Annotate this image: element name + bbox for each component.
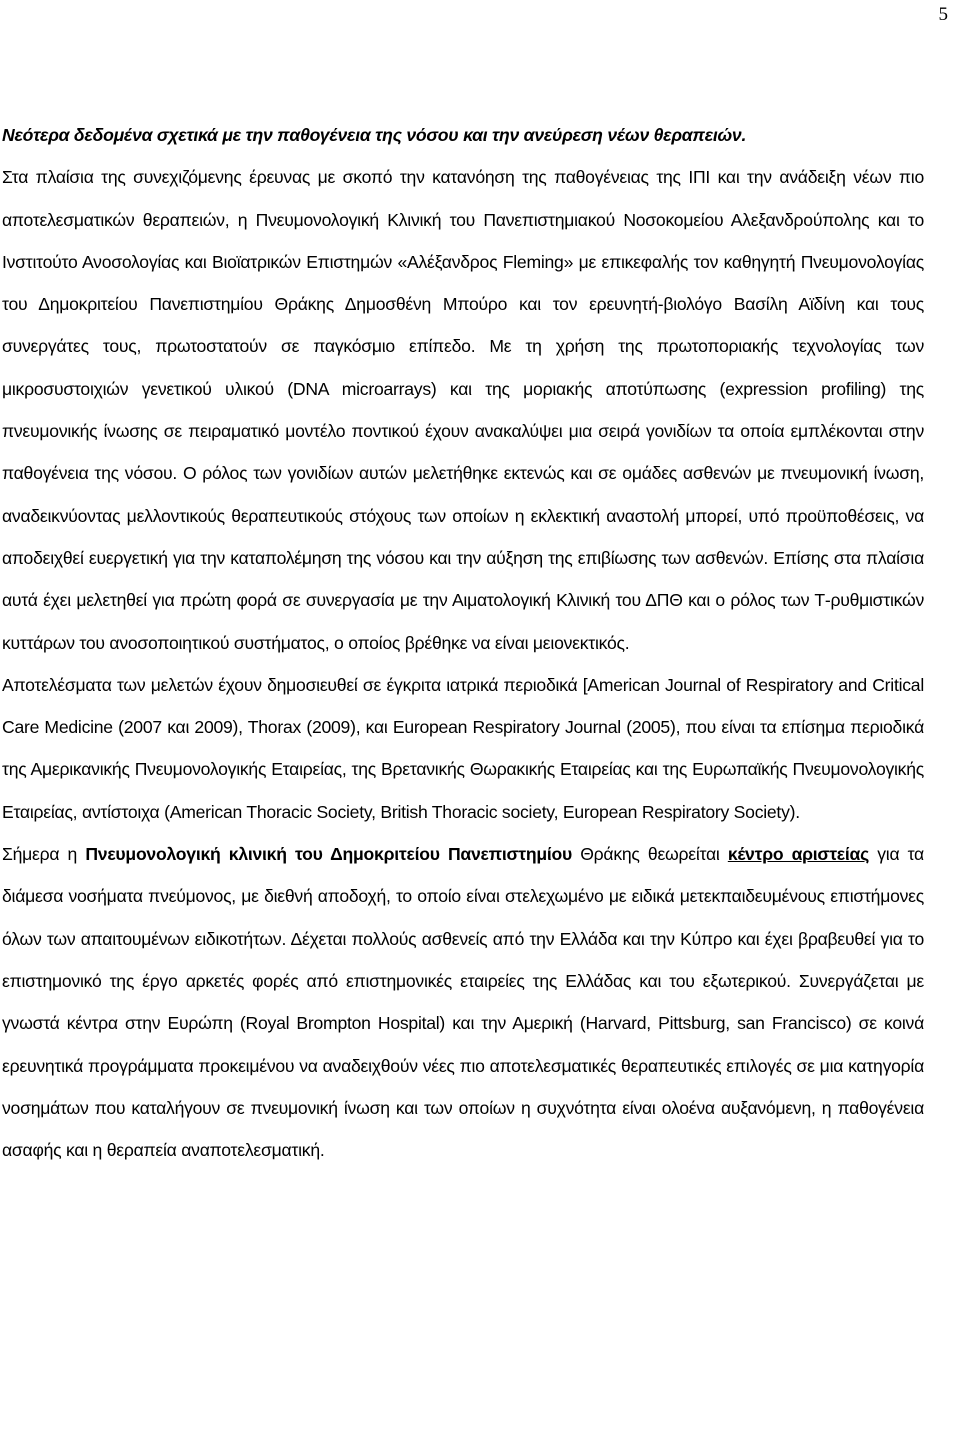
page-number: 5 [938,4,948,25]
section-heading: Νεότερα δεδομένα σχετικά με την παθογένεια της νόσου και την ανεύρεση νέων θεραπειών. [2,125,747,145]
paragraph-rest-text: για τα διάμεσα νοσήματα πνεύμονος, με διεθνή αποδοχή, το οποίο είναι στελεχωμένο με ειδικά μετεκπαιδευμένους επιστήμονες όλων των απαιτουμένων ειδικοτήτων. Δέχεται πολλούς ασθενείς από την Ελλάδα και την Κύπρο και έχει βραβευθεί για το επιστημονικό της έργο αρκετές φορές από επιστημονικές εταιρείες της Ελλάδας και του εξωτερικού. Συνεργάζεται με γνωστά κέντρα στην Ευρώπη (Royal Brompton Hospital) και την Αμερική (Harvard, Pittsburg, san Francisco) σε κοινά ερευνητικά προγράμματα προκειμένου να αναδειχθούν νέες πιο αποτελεσματικές θεραπευτικές επιλογές σε μια κατηγορία νοσημάτων που καταλήγουν σε πνευμονική ίνωση και των οποίων η συχνότητα είναι ολοένα αυξανόμενη, η παθογένεια ασαφής και η θεραπεία αναποτελεσματική. [2,844,924,1161]
clinic-name: Πνευμονολογική κλινική του Δημοκριτείου Πανεπιστημίου [85,844,572,865]
paragraph-publications: Αποτελέσματα των μελετών έχουν δημοσιευθεί σε έγκριτα ιατρικά περιοδικά [American Journal of Respiratory and Critical Care Medicine (2007 και 2009), Thorax (2009), και European Respiratory Journal (2005), που είναι τα επίσημα περιοδικά της Αμερικανικής Πνευμονολογικής Εταιρείας, της Βρετανικής Θωρακικής Εταιρείας και της Ευρωπαϊκής Πνευμονολογικής Εταιρείας, αντίστοιχα (American Thoracic Society, British Thoracic society, European Respiratory Society). [2,674,924,822]
paragraph-center-of-excellence [2,833,924,1171]
excellence-label: κέντρο αριστείας [727,844,869,865]
document-body [2,114,924,1171]
paragraph-mid-text: Θράκης θεωρείται [572,844,728,865]
paragraph-research: Στα πλαίσια της συνεχιζόμενης έρευνας με σκοπό την κατανόηση της παθογένειας της ΙΠΙ και την ανάδειξη νέων πιο αποτελεσματικών θεραπειών, η Πνευμονολογική Κλινική του Πανεπιστημιακού Νοσοκομείου Αλεξανδρούπολης και το Ινστιτούτο Ανοσολογίας και Βιοϊατρικών Επιστημών «Αλέξανδρος Fleming» με επικεφαλής τον καθηγητή Πνευμονολογίας του Δημοκριτείου Πανεπιστημίου Θράκης Δημοσθένη Μπούρο και τον ερευνητή-βιολόγο Βασίλη Αϊδίνη και τους συνεργάτες τους, πρωτοστατούν σε παγκόσμιο επίπεδο. Με τη χρήση της πρωτοποριακής τεχνολογίας των μικροσυστοιχιών γενετικού υλικού (DNA microarrays) και της μοριακής αποτύπωσης (expression profiling) της πνευμονικής ίνωσης σε πειραματικό μοντέλο ποντικού έχουν ανακαλύψει μια σειρά γονιδίων τα οποία εμπλέκονται στην παθογένεια της νόσου. Ο ρόλος των γονιδίων αυτών μελετήθηκε εκτενώς και σε ομάδες ασθενών με πνευμονική ίνωση, αναδεικνύοντας μελλοντικούς θεραπευτικούς στόχους των οποίων η εκλεκτική αναστολή μπορεί, υπό προϋποθέσεις, να αποδειχθεί ευεργετική για την καταπολέμηση της νόσου και την αύξηση της επιβίωσης των ασθενών. Επίσης στα πλαίσια αυτά έχει μελετηθεί για πρώτη φορά σε συνεργασία με την Αιματολογική Κλινική του ΔΠΘ και ο ρόλος των Τ-ρυθμιστικών κυττάρων του ανοσοποιητικού συστήματος, ο οποίος βρέθηκε να είναι μειονεκτικός. [2,167,924,653]
paragraph-intro-text: Σήμερα η [2,844,86,865]
